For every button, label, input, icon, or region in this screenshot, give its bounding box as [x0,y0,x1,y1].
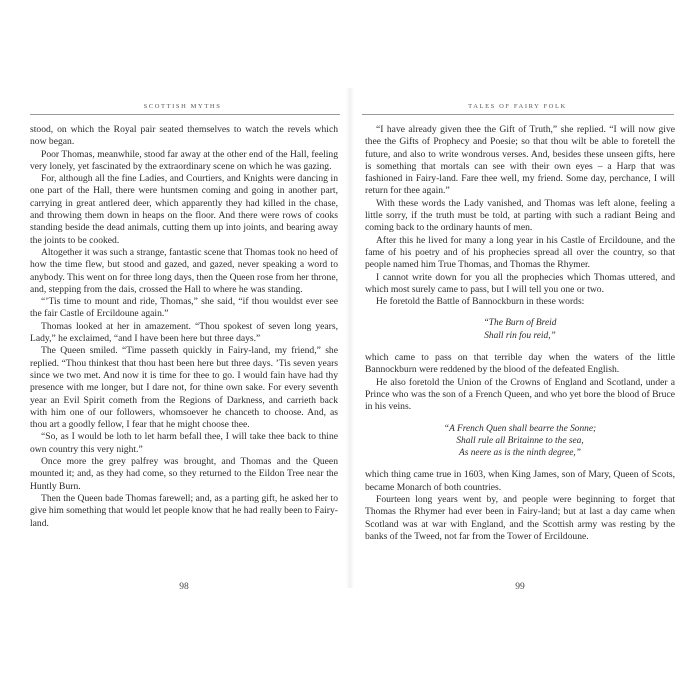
paragraph: After this he lived for many a long year in his Castle of Ercildoune, and the fame of his poetry and of his prophecies spread all over the country, so that people named him True Thomas, and Thomas the Rhymer. [365,234,675,271]
paragraph: “I have already given thee the Gift of Truth,” she replied. “I will now give thee the Gifts of Prophecy and Poesie; so that thou wilt be able to foretell the future, and also to write wondrous verses. And, besides these unseen gifts, here is something that mortals can see with their own eyes – a Harp that was fashioned in Fairy-land. Fare thee well, my friend. Some day, perchance, I will return for thee again.” [365,124,675,197]
verse-quote-bannockburn [365,317,675,342]
paragraph: He also foretold the Union of the Crowns of England and Scotland, under a Prince who was the son of a French Queen, and who yet bore the blood of Bruce in his veins. [365,376,675,413]
paragraph: He foretold the Battle of Bannockburn in these words: [376,296,585,308]
page-number-left: 98 [179,582,189,592]
verse-line: “The Burn of Breid [483,318,557,329]
verse-quote-union [365,423,675,460]
paragraph: “So, as I would be loth to let harm befall thee, I will take thee back to thine own country this very night.” [30,431,338,455]
paragraph: Fourteen long years went by, and people were beginning to forget that Thomas the Rhymer had ever been in Fairy-land; but at last a day came when Scotland was at war with England, and the Scottish army was resting by the banks of the Tweed, not far from the Tower of Ercildoune. [365,494,675,542]
paragraph: Altogether it was such a strange, fantastic scene that Thomas took no heed of how the time flew, but stood and gazed, and gazed, never speaking a word to anybody. This went on for three long days, then the Queen rose from her throne, and, stepping from the dais, crossed the Hall to where he was standing. [30,246,338,295]
verse-line: Shall rule all Britainne to the sea, [456,435,584,446]
running-head-right: TALES OF FAIRY FOLK [468,103,567,110]
verse-line: As neere as is the ninth degree,” [459,448,581,459]
paragraph: which came to pass on that terrible day when the waters of the little Bannockburn were reddened by the blood of the defeated English. [365,352,675,376]
right-page [350,0,700,700]
left-body-text [30,124,338,530]
right-body-text [365,124,675,543]
paragraph: Thomas looked at her in amazement. “Thou spokest of seven long years, Lady,” he exclaimed, “and I have been here but three days.” [30,320,338,345]
paragraph: “’Tis time to mount and ride, Thomas,” she said, “if thou wouldst ever see the fair Castle of Ercildoune again.” [30,296,338,320]
paragraph: The Queen smiled. “Time passeth quickly in Fairy-land, my friend,” she replied. “Thou thinkest that thou hast been here but three days. ’Tis seven years since we two met. And now it is time for thee to go. I would fain have had thy presence with me longer, but I dare not, for thine own sake. For every seventh year an Evil Spirit cometh from the Regions of Darkness, and carrieth back with him one of our followers, whomsoever he chanceth to choose. And, as thou art a goodly fellow, I fear that he might choose thee. [30,345,338,431]
header-rule-left [30,114,340,115]
paragraph: With these words the Lady vanished, and Thomas was left alone, feeling a little sorry, if the truth must be told, at parting with such a radiant Being and coming back to the ordinary haunts of men. [365,197,675,234]
paragraph: stood, on which the Royal pair seated themselves to watch the revels which now began. [30,124,338,148]
paragraph: Once more the grey palfrey was brought, and Thomas and the Queen mounted it; and, as they had come, so they returned to the Eildon Tree near the Huntly Burn. [30,456,338,492]
paragraph: Then the Queen bade Thomas farewell; and, as a parting gift, he asked her to give him something that would let people know that he had really been to Fairy-land. [30,492,338,529]
paragraph: For, although all the fine Ladies, and Courtiers, and Knights were dancing in one part of the Hall, there were huntsmen coming and going in another part, carrying in great antlered deer, which apparently they had killed in the chase, and throwing them down in heaps on the floor. And there were rows of cooks standing beside the dead animals, cutting them up into joints, and bearing away the joints to be cooked. [30,173,338,246]
verse-line: “A French Quen shall bearre the Sonne; [443,423,597,434]
page-number-right: 99 [515,582,525,592]
header-rule-right [362,114,674,115]
paragraph: I cannot write down for you all the prophecies which Thomas uttered, and which most surely came to pass, but I will tell you one or two. [365,271,675,295]
paragraph: Poor Thomas, meanwhile, stood far away at the other end of the Hall, feeling very lonely, yet fascinated by the extraordinary scene on which he was gazing. [30,148,338,172]
verse-line: Shall rin fou reid,” [484,330,556,341]
running-head-left: SCOTTISH MYTHS [143,103,222,110]
paragraph: which thing came true in 1603, when King James, son of Mary, Queen of Scots, became Monarch of both countries. [365,469,675,493]
